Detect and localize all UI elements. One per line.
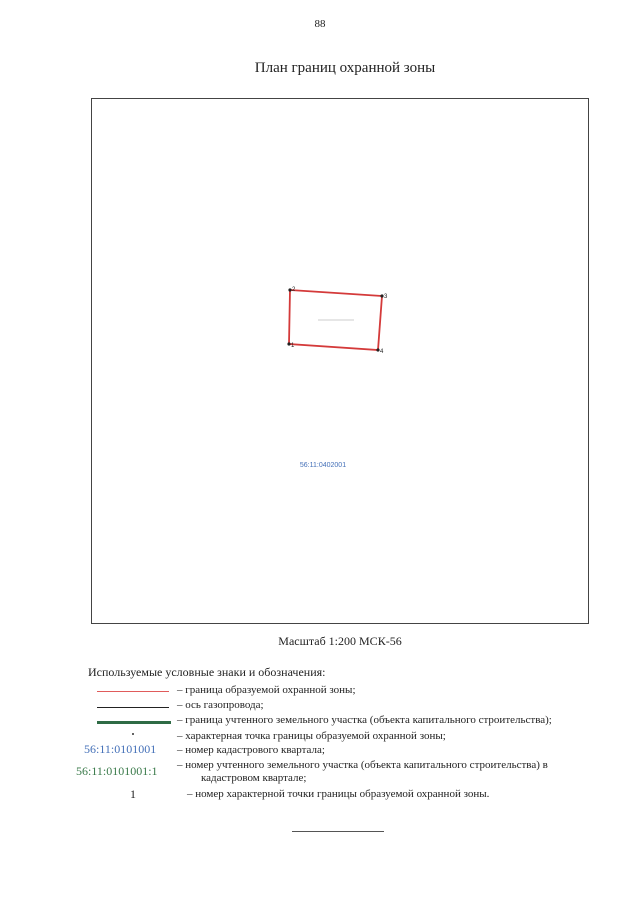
red-line-symbol — [97, 691, 169, 692]
legend-text: – ось газопровода; — [177, 699, 264, 711]
legend-text: – номер учтенного земельного участка (объекта капитального строительства) в — [177, 759, 548, 771]
page-number: 88 — [314, 18, 326, 30]
legend-text: – номер кадастрового квартала; — [177, 744, 325, 756]
cadastral-quarter-label: 56:11:0402001 — [299, 462, 347, 469]
green-line-symbol — [97, 721, 171, 724]
point-label-4: 4 — [380, 349, 384, 355]
legend-heading: Используемые условные знаки и обозначения: — [88, 665, 326, 679]
legend-text: – характерная точка границы образуемой охранной зоны; — [177, 730, 446, 742]
legend-text-continued: кадастровом квартале; — [201, 772, 307, 784]
point-label-2: 2 — [292, 287, 296, 293]
point-number-symbol: 1 — [130, 787, 136, 801]
black-line-symbol — [97, 707, 169, 708]
footer-rule — [292, 831, 384, 832]
cadastral-quarter-symbol: 56:11:0101001 — [84, 742, 157, 756]
legend-text: – граница образуемой охранной зоны; — [177, 684, 356, 696]
legend-text: – граница учтенного земельного участка (объекта капитального строительства); — [177, 714, 552, 726]
plot-number-symbol: 56:11:0101001:1 — [76, 764, 158, 778]
scale-caption: Масштаб 1:200 МСК-56 — [278, 634, 402, 648]
map-frame — [91, 98, 589, 624]
page-title: План границ охранной зоны — [254, 60, 436, 76]
point-label-3: 3 — [384, 294, 388, 300]
dot-symbol — [132, 733, 134, 735]
point-label-1: 1 — [291, 343, 295, 349]
legend-text: – номер характерной точки границы образуемой охранной зоны. — [187, 788, 490, 800]
boundary-plan-map — [92, 99, 590, 625]
